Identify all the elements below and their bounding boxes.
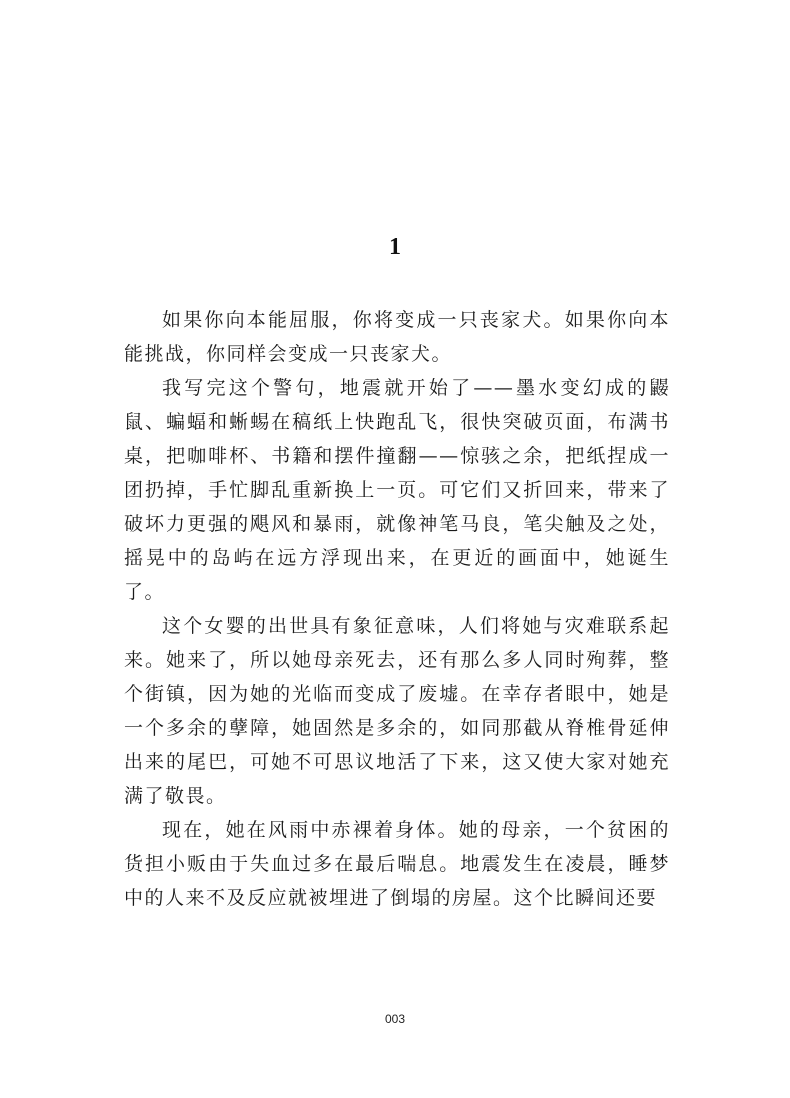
page-number: 003 [384, 1012, 406, 1026]
paragraph: 这个女婴的出世具有象征意味，人们将她与灾难联系起来。她来了，所以她母亲死去，还有那么多人同时殉葬，整个街镇，因为她的光临而变成了废墟。在幸存者眼中，她是一个多余的孽障，她固然是多余的，如同那截从脊椎骨延伸出来的尾巴，可她不可思议地活了下来，这又使大家对她充满了敬畏。 [124, 615, 670, 807]
paragraph: 我写完这个警句，地震就开始了——墨水变幻成的鼹鼠、蝙蝠和蜥蜴在稿纸上快跑乱飞，很快突破页面，布满书桌，把咖啡杯、书籍和摆件撞翻——惊骇之余，把纸捏成一团扔掉，手忙脚乱重新换上一页。可它们又折回来，带来了破坏力更强的飓风和暴雨，就像神笔马良，笔尖触及之处，摇晃中的岛屿在远方浮现出来，在更近的画面中，她诞生了。 [124, 377, 670, 603]
paragraph: 如果你向本能屈服，你将变成一只丧家犬。如果你向本能挑战，你同样会变成一只丧家犬。 [124, 309, 670, 365]
chapter-number: 1 [389, 234, 401, 260]
chapter-body [124, 303, 670, 915]
paragraph: 现在，她在风雨中赤裸着身体。她的母亲，一个贫困的货担小贩由于失血过多在最后喘息。地震发生在凌晨，睡梦中的人来不及反应就被埋进了倒塌的房屋。这个比瞬间还要 [124, 819, 670, 909]
